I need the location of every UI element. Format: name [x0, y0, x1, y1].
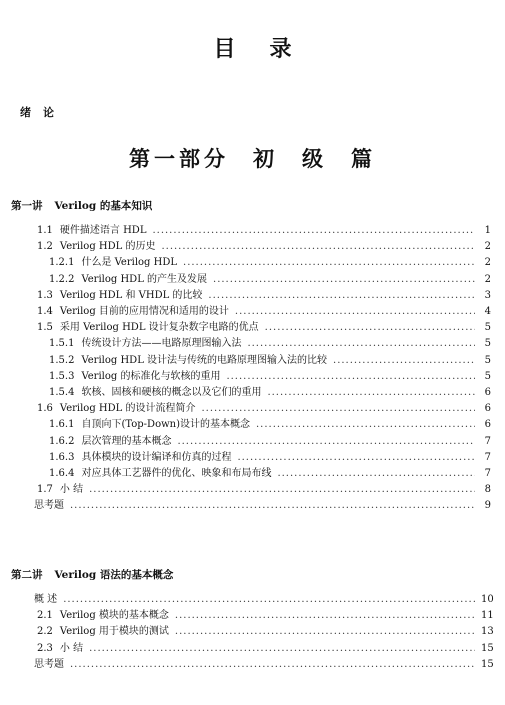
section-title: 思考题	[34, 658, 64, 670]
page-number: 5	[484, 370, 491, 382]
part-title-word-2: 级	[302, 146, 327, 171]
section-number: 1.5.4	[49, 387, 75, 398]
dot-leader	[175, 610, 475, 621]
dot-leader	[277, 468, 475, 479]
dot-leader	[267, 387, 475, 398]
section-title: Verilog HDL 设计法与传统的电路原理图输入法的比较	[81, 354, 328, 366]
section-title: 小 结	[59, 642, 84, 654]
part-number: 第一部分	[129, 146, 229, 171]
toc-entry[interactable]	[37, 221, 491, 236]
dot-leader	[183, 257, 475, 268]
toc-entry[interactable]	[49, 253, 491, 268]
section-number: 1.2	[37, 241, 53, 253]
dot-leader	[333, 355, 475, 366]
dot-leader	[208, 290, 475, 301]
chapter-heading[interactable]	[11, 567, 173, 582]
page-number: 6	[484, 387, 491, 398]
toc-entry[interactable]	[37, 639, 494, 654]
section-title: 软核、固核和硬核的概念以及它们的重用	[81, 387, 262, 398]
toc-entry[interactable]	[34, 590, 494, 605]
dot-leader	[177, 436, 475, 447]
chapter-number: 第一讲	[11, 200, 43, 212]
page-number: 11	[481, 610, 494, 622]
section-title: 具体模块的设计编译和仿真的过程	[81, 451, 232, 463]
section-number: 1.5.3	[49, 370, 75, 382]
dot-leader	[152, 225, 475, 236]
page-number: 10	[481, 594, 494, 605]
section-title: 传统设计方法——电路原理图输入法	[81, 338, 242, 350]
page-number: 13	[481, 626, 494, 638]
toc-entry[interactable]	[49, 367, 491, 382]
section-title: 思考题	[34, 500, 64, 512]
page-number: 7	[484, 435, 491, 447]
toc-entry[interactable]	[37, 622, 494, 638]
toc-entry[interactable]	[34, 655, 494, 670]
page-number: 7	[484, 468, 491, 479]
toc-entry[interactable]	[37, 606, 494, 622]
toc-entry[interactable]	[37, 237, 491, 252]
part-title-word-1: 初	[253, 146, 278, 171]
section-number: 2.1	[37, 610, 53, 622]
section-title: Verilog HDL 的历史	[59, 241, 156, 253]
section-title: Verilog 用于模块的测试	[59, 626, 169, 638]
dot-leader	[70, 500, 475, 511]
page-title: 目录	[213, 36, 326, 62]
section-title: 对应具体工艺器件的优化、映象和布局布线	[81, 468, 272, 479]
toc-entry[interactable]	[37, 318, 491, 333]
toc-entry[interactable]	[49, 432, 491, 447]
section-number: 1.5	[37, 322, 53, 334]
toc-entry[interactable]	[37, 286, 491, 301]
page-number: 8	[484, 484, 491, 496]
section-title: Verilog HDL 的产生及发展	[81, 273, 208, 285]
section-number: 1.6.2	[49, 435, 75, 447]
dot-leader	[213, 274, 475, 285]
dot-leader	[265, 322, 475, 333]
section-number: 1.5.2	[49, 354, 75, 366]
chapter-number: 第二讲	[11, 569, 43, 581]
section-title: Verilog 目前的应用情况和适用的设计	[59, 306, 229, 317]
chapter-title: Verilog 的基本知识	[54, 200, 153, 212]
toc-entry[interactable]	[49, 383, 491, 398]
section-title: 层次管理的基本概念	[81, 435, 172, 447]
part-title-word-3: 篇	[351, 146, 376, 171]
section-number: 1.1	[37, 225, 53, 236]
dot-leader	[89, 643, 475, 654]
section-title: 自顶向下(Top-Down)设计的基本概念	[81, 419, 250, 431]
dot-leader	[175, 626, 475, 637]
toc-entry[interactable]	[49, 464, 491, 479]
section-title: 硬件描述语言 HDL	[59, 225, 147, 236]
chapter-heading[interactable]	[11, 198, 152, 213]
dot-leader	[235, 306, 475, 317]
dot-leader	[89, 484, 475, 495]
page-number: 15	[481, 658, 494, 670]
part-title	[0, 143, 505, 173]
section-number: 1.4	[37, 306, 53, 317]
page-number: 4	[484, 306, 491, 317]
section-number: 1.2.1	[49, 257, 75, 269]
toc-entry[interactable]	[49, 270, 491, 285]
page-number: 6	[484, 419, 491, 431]
page-number: 5	[484, 354, 491, 366]
section-number: 1.3	[37, 289, 53, 301]
dot-leader	[226, 371, 475, 382]
preface-entry[interactable]: 绪论	[20, 106, 66, 119]
dot-leader	[247, 338, 475, 349]
toc-entry[interactable]	[49, 351, 491, 366]
toc-entry[interactable]	[49, 415, 491, 430]
section-number: 2.2	[37, 626, 53, 638]
section-title: 小 结	[59, 484, 84, 496]
section-title: Verilog HDL 和 VHDL 的比较	[59, 289, 203, 301]
section-number: 1.6.3	[49, 451, 75, 463]
page-number: 5	[484, 338, 491, 350]
section-number: 1.2.2	[49, 273, 75, 285]
section-number: 2.3	[37, 642, 53, 654]
page-number: 15	[481, 642, 494, 654]
section-number: 1.5.1	[49, 338, 75, 350]
section-title: 采用 Verilog HDL 设计复杂数字电路的优点	[59, 322, 259, 334]
dot-leader	[201, 403, 475, 414]
chapter-title: Verilog 语法的基本概念	[54, 569, 174, 581]
dot-leader	[63, 594, 475, 605]
toc-entry[interactable]	[37, 302, 491, 317]
page-number: 5	[484, 322, 491, 334]
section-number: 1.6.1	[49, 419, 75, 431]
toc-entry[interactable]	[37, 480, 491, 495]
dot-leader	[161, 241, 475, 252]
page-number: 1	[484, 225, 491, 236]
section-title: 什么是 Verilog HDL	[81, 257, 178, 269]
page-number: 9	[484, 500, 491, 512]
toc-entry[interactable]	[49, 448, 491, 463]
section-title: Verilog HDL 的设计流程简介	[59, 403, 196, 415]
section-number: 1.6.4	[49, 468, 75, 479]
toc-entry[interactable]	[34, 496, 491, 511]
toc-entry[interactable]	[49, 334, 491, 349]
section-number: 1.6	[37, 403, 53, 415]
section-title: Verilog 模块的基本概念	[59, 610, 169, 622]
section-title: Verilog 的标准化与软核的重用	[81, 370, 221, 382]
section-number: 1.7	[37, 484, 53, 496]
page-number: 3	[484, 289, 491, 301]
dot-leader	[256, 419, 475, 430]
page-number: 7	[484, 451, 491, 463]
section-title: 概 述	[34, 594, 58, 605]
page-number: 6	[484, 403, 491, 415]
toc-entry[interactable]	[37, 399, 491, 414]
page-number: 2	[484, 273, 491, 285]
dot-leader	[237, 452, 475, 463]
dot-leader	[70, 659, 475, 670]
page-number: 2	[484, 241, 491, 253]
page-number: 2	[484, 257, 491, 269]
